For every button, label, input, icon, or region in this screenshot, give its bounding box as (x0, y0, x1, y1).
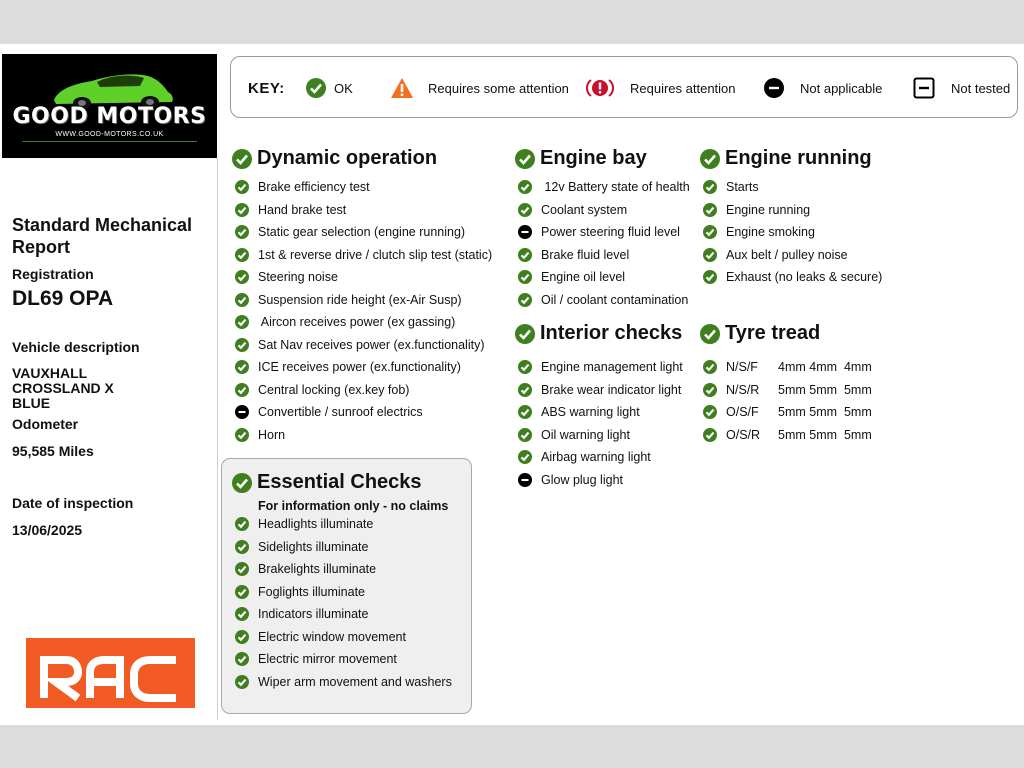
check-item (518, 266, 690, 289)
odometer-value: 95,585 Miles (12, 443, 94, 459)
engine-running-list (703, 176, 882, 289)
tyre-position: N/S/R (726, 382, 760, 397)
ok-check-icon (235, 248, 249, 262)
ok-check-icon (235, 652, 249, 666)
check-item (235, 581, 452, 604)
check-item-label: 1st & reverse drive / clutch slip test (static) (258, 247, 493, 262)
check-item (235, 334, 492, 357)
check-item (703, 199, 882, 222)
check-item-label: Electric window movement (258, 629, 406, 644)
check-item-label: Oil / coolant contamination (541, 292, 689, 307)
dynamic-operation-heading (232, 147, 437, 170)
ok-check-icon (235, 293, 249, 307)
check-item-label: Steering noise (258, 270, 338, 285)
ok-check-icon (518, 248, 532, 262)
check-item-label: Starts (726, 180, 759, 195)
check-item (235, 626, 452, 649)
check-item (518, 469, 683, 492)
ok-check-icon (518, 293, 532, 307)
check-item (518, 199, 690, 222)
check-item (235, 199, 492, 222)
ok-check-icon (703, 428, 717, 442)
check-item-label: Glow plug light (541, 472, 623, 487)
not-applicable-icon (518, 225, 532, 239)
not-applicable-icon (518, 473, 532, 487)
ok-check-icon (703, 270, 717, 284)
ok-check-icon (700, 324, 720, 344)
ok-check-icon (700, 149, 720, 169)
odometer-label: Odometer (12, 416, 79, 432)
ok-check-icon (235, 180, 249, 194)
engine-bay-list (518, 176, 690, 311)
check-item-label: Headlights illuminate (258, 517, 374, 532)
check-item-label: Engine management light (541, 360, 683, 375)
brand-name: GOOD MOTORS (12, 104, 207, 129)
vehicle-colour: BLUE (12, 395, 51, 411)
interior-checks-heading (515, 322, 682, 345)
tyre-tread-list (703, 356, 872, 446)
ok-check-icon (235, 428, 249, 442)
ok-check-icon (235, 203, 249, 217)
ok-check-icon (518, 405, 532, 419)
tyre-row (703, 356, 872, 379)
ok-check-icon (235, 383, 249, 397)
check-item-label: Aircon receives power (ex gassing) (258, 315, 456, 330)
ok-check-icon (235, 270, 249, 284)
check-item (703, 221, 882, 244)
check-item-label: Airbag warning light (541, 450, 651, 465)
check-item (703, 266, 882, 289)
check-item (235, 648, 452, 671)
ok-check-icon (235, 338, 249, 352)
check-item (235, 671, 452, 694)
ok-check-icon (235, 675, 249, 689)
alert-circle-icon (586, 77, 614, 99)
check-item-label: Sidelights illuminate (258, 539, 369, 554)
ok-check-icon (235, 562, 249, 576)
column-divider (217, 158, 218, 720)
logo-rule (22, 141, 197, 142)
key-item-na (764, 57, 882, 119)
registration-value: DL69 OPA (12, 287, 114, 310)
vehicle-description-label: Vehicle description (12, 339, 140, 355)
ok-check-icon (235, 607, 249, 621)
tyre-tread-values: 5mm 5mm 5mm (778, 427, 872, 442)
check-item-label: Brake wear indicator light (541, 382, 682, 397)
ok-check-icon (515, 149, 535, 169)
dynamic-operation-title: Dynamic operation (257, 147, 438, 169)
check-item (518, 446, 683, 469)
tyre-position: N/S/F (726, 360, 758, 375)
key-title: KEY: (248, 79, 285, 97)
key-label-na: Not applicable (800, 80, 883, 96)
check-item-label: Brake efficiency test (258, 180, 370, 195)
check-item-label: Suspension ride height (ex-Air Susp) (258, 292, 462, 307)
ok-check-icon (518, 203, 532, 217)
key-item-alert (586, 57, 736, 119)
dynamic-operation-list (235, 176, 492, 446)
ok-check-icon (703, 360, 717, 374)
ok-check-icon (235, 225, 249, 239)
rac-logo-mark (26, 638, 195, 708)
check-item (235, 424, 492, 447)
brand-url: WWW.GOOD-MOTORS.CO.UK (55, 131, 164, 138)
good-motors-logo (2, 54, 217, 158)
engine-bay-title: Engine bay (540, 147, 647, 169)
check-item-label: ABS warning light (541, 405, 640, 420)
tyre-tread-heading (700, 322, 820, 345)
check-item (235, 401, 492, 424)
tyre-tread-values: 5mm 5mm 5mm (778, 405, 872, 420)
ok-check-icon (703, 225, 717, 239)
registration-label: Registration (12, 266, 94, 282)
check-item-label: Indicators illuminate (258, 607, 369, 622)
tyre-position: O/S/R (726, 427, 761, 442)
check-item (703, 244, 882, 267)
date-label: Date of inspection (12, 495, 134, 511)
check-item (518, 401, 683, 424)
vehicle-make: VAUXHALL (12, 365, 88, 381)
key-label-warning: Requires some attention (428, 80, 569, 96)
check-item-label: Oil warning light (541, 427, 630, 442)
essential-checks-list (235, 513, 452, 693)
ok-check-icon (306, 78, 326, 98)
essential-checks-heading (232, 471, 422, 494)
tyre-position: O/S/F (726, 405, 759, 420)
check-item (235, 244, 492, 267)
check-item-label: Engine smoking (726, 225, 815, 240)
check-item-label: Convertible / sunroof electrics (258, 405, 423, 420)
key-label-alert: Requires attention (630, 80, 736, 96)
report-page (0, 44, 1024, 725)
check-item-label: Brake fluid level (541, 247, 630, 262)
check-item (518, 221, 690, 244)
check-item-label: Engine oil level (541, 270, 626, 285)
report-title: Standard Mechanical Report (12, 215, 193, 257)
check-item-label: Static gear selection (engine running) (258, 225, 466, 240)
key-label-not-tested: Not tested (951, 80, 1011, 96)
check-item (235, 289, 492, 312)
essential-checks-title: Essential Checks (257, 471, 422, 493)
status-key (230, 56, 1018, 118)
check-item-label: ICE receives power (ex.functionality) (258, 360, 461, 375)
check-item-label: Exhaust (no leaks & secure) (726, 270, 883, 285)
check-item-label: Wiper arm movement and washers (258, 674, 452, 689)
tyre-row (703, 379, 872, 402)
tyre-row (703, 424, 872, 447)
ok-check-icon (703, 405, 717, 419)
vehicle-description (12, 366, 212, 411)
check-item-label: Hand brake test (258, 202, 347, 217)
check-item-label: 12v Battery state of health (541, 180, 690, 195)
check-item (235, 221, 492, 244)
ok-check-icon (515, 324, 535, 344)
rac-logo (26, 638, 195, 708)
check-item (235, 379, 492, 402)
tyre-tread-values: 5mm 5mm 5mm (778, 382, 872, 397)
key-item-not-tested (913, 57, 1010, 119)
check-item-label: Sat Nav receives power (ex.functionality) (258, 337, 485, 352)
vehicle-model: CROSSLAND X (12, 380, 114, 396)
ok-check-icon (518, 270, 532, 284)
check-item (518, 356, 683, 379)
not-applicable-icon (235, 405, 249, 419)
engine-running-title: Engine running (725, 147, 872, 169)
check-item (235, 356, 492, 379)
date-value: 13/06/2025 (12, 522, 83, 538)
tyre-row (703, 401, 872, 424)
ok-check-icon (232, 149, 252, 169)
ok-check-icon (235, 585, 249, 599)
ok-check-icon (518, 360, 532, 374)
ok-check-icon (703, 180, 717, 194)
check-item (235, 558, 452, 581)
ok-check-icon (518, 180, 532, 194)
key-title-wrap (248, 57, 285, 119)
key-item-ok (306, 57, 353, 119)
interior-checks-title: Interior checks (540, 322, 683, 344)
tyre-tread-values: 4mm 4mm 4mm (778, 360, 872, 375)
ok-check-icon (232, 473, 252, 493)
check-item (703, 176, 882, 199)
not-tested-icon (913, 77, 935, 99)
check-item (518, 176, 690, 199)
engine-bay-heading (515, 147, 647, 170)
key-item-warning (390, 57, 569, 119)
warning-triangle-icon (390, 77, 414, 99)
check-item-label: Coolant system (541, 202, 628, 217)
check-item-label: Brakelights illuminate (258, 562, 377, 577)
ok-check-icon (518, 428, 532, 442)
ok-check-icon (235, 517, 249, 531)
engine-running-heading (700, 147, 872, 170)
ok-check-icon (703, 203, 717, 217)
ok-check-icon (235, 540, 249, 554)
key-label-ok: OK (334, 80, 353, 96)
check-item-label: Engine running (726, 202, 811, 217)
check-item (518, 379, 683, 402)
tyre-tread-title: Tyre tread (725, 322, 821, 344)
check-item (235, 266, 492, 289)
check-item (235, 176, 492, 199)
ok-check-icon (518, 383, 532, 397)
check-item (235, 536, 452, 559)
check-item (518, 244, 690, 267)
check-item (235, 603, 452, 626)
check-item-label: Power steering fluid level (541, 225, 680, 240)
ok-check-icon (235, 630, 249, 644)
check-item (518, 289, 690, 312)
ok-check-icon (703, 248, 717, 262)
ok-check-icon (703, 383, 717, 397)
check-item-label: Electric mirror movement (258, 652, 397, 667)
check-item (235, 311, 492, 334)
not-applicable-icon (764, 78, 784, 98)
ok-check-icon (235, 315, 249, 329)
check-item-label: Horn (258, 427, 286, 442)
ok-check-icon (518, 450, 532, 464)
check-item (235, 513, 452, 536)
interior-checks-list (518, 356, 683, 491)
check-item-label: Foglights illuminate (258, 584, 365, 599)
ok-check-icon (235, 360, 249, 374)
check-item-label: Aux belt / pulley noise (726, 247, 848, 262)
essential-checks-note: For information only - no claims (258, 499, 449, 513)
check-item-label: Central locking (ex.key fob) (258, 382, 410, 397)
check-item (518, 424, 683, 447)
